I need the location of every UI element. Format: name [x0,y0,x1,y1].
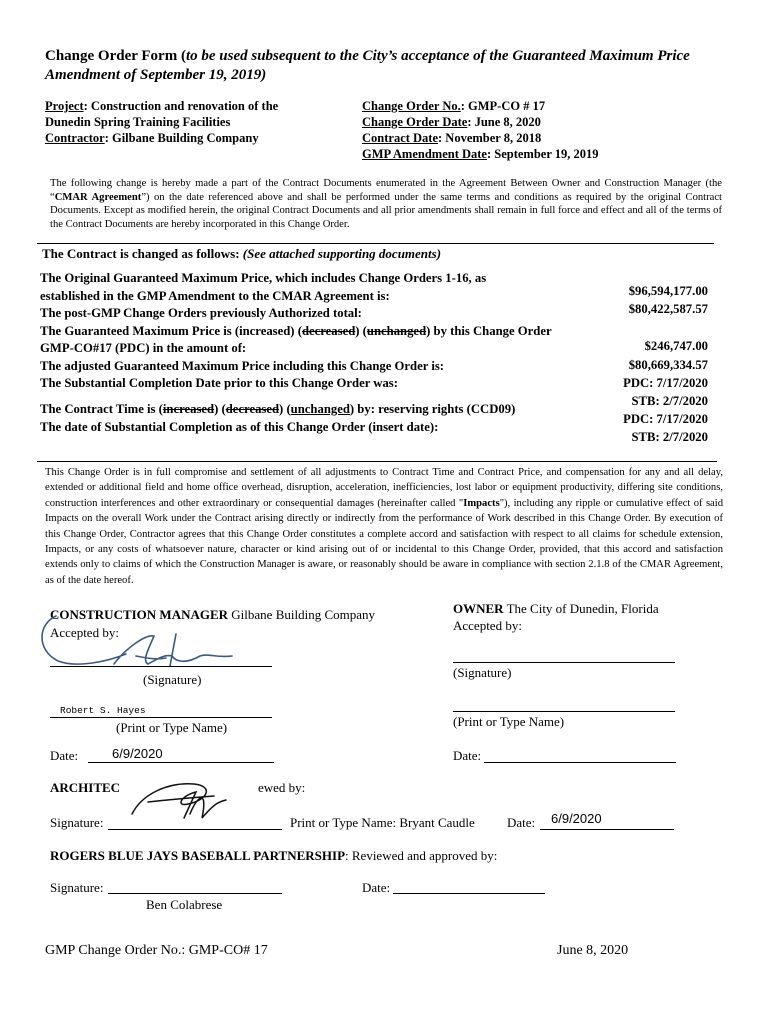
change-line-4a: The Guaranteed Maximum Price is (increased) ( [40,323,302,338]
cm-signature-image [36,606,256,670]
architect-print-label: Print or Type Name: Bryant Caudle [290,815,475,830]
change-order-date-label: Change Order Date [362,115,468,129]
strike-increased: increased [162,402,215,416]
footer-right: June 8, 2020 [557,943,629,958]
intro-text-1: The following change is hereby made a part of the Contract Documents enumerated in the Agreement Between Owner and Construction Manager (the “ [50,178,722,203]
intro-bold: CMAR Agreement [54,191,142,203]
owner-signature-caption: (Signature) [453,665,512,680]
cm-printed-name: Robert S. Hayes [60,705,146,716]
cm-signature-line [50,666,272,667]
strike-unchanged: unchanged [366,323,427,338]
cm-company: Gilbane Building Company [228,607,376,622]
divider-2 [37,461,717,462]
value-adjusted-gmp: $80,669,334.57 [628,358,708,372]
gmp-date-value: : September 19, 2019 [486,147,599,161]
owner-label [453,601,659,617]
change-line-4 [40,323,620,341]
rogers-label [50,848,497,864]
architect-signature-label: Signature: [50,815,104,830]
change-line-1: The Original Guaranteed Maximum Price, which includes Change Orders 1-16, as [40,271,487,285]
rogers-name: Ben Colabrese [146,897,223,912]
change-line-4c: ) by this Change Order [426,323,552,338]
strike-decreased-2: decreased [225,402,280,416]
rogers-label-bold: ROGERS BLUE JAYS BASEBALL PARTNERSHIP [50,848,346,863]
cm-date-line [88,762,274,763]
rogers-signature-line[interactable] [108,893,282,894]
change-line-6: The adjusted Guaranteed Maximum Price including this Change Order is: [40,358,445,373]
architect-label [50,780,120,796]
strike-decreased: decreased [301,323,356,338]
change-line-8b: ) ( [214,402,226,416]
change-order-no-value: : GMP-CO # 17 [460,99,546,113]
value-change-amount: $246,747.00 [644,339,708,353]
rogers-date-line[interactable] [393,893,545,894]
owner-date-line[interactable] [484,762,676,763]
contractor-label: Contractor [45,131,105,145]
change-line-9: The date of Substantial Completion as of this Change Order (insert date): [40,419,439,434]
change-line-8c: ) ( [279,402,291,416]
change-line-5: GMP-CO#17 (PDC) in the amount of: [40,341,247,355]
value-stb-prior: STB: 2/7/2020 [631,394,708,408]
change-line-4b: ) ( [355,323,367,338]
form-title: Change Order Form (to be used subsequent to the City’s acceptance of the Guaranteed Maximum Price Amendment of September 19, 2019) [45,48,690,83]
architect-reviewed: ewed by: [258,780,306,795]
settlement-text-1: This Change Order is in full compromise and settlement of all adjustments to Contract Time and Contract Price, and compensation for any and all delay, extended or additional field and home office overhead, disruption, acceleration, inefficiencies, lost labor or equipment productivity, differing site conditions, construction interferences and other extraordinary or consequential damages (hereinafter called " [45,467,723,509]
owner-signature-line[interactable] [453,662,675,663]
change-line-7: The Substantial Completion Date prior to this Change Order was: [40,376,398,390]
cm-name-line [50,717,272,718]
cm-label-bold: CONSTRUCTION MANAGER [50,607,229,622]
change-order-no-label: Change Order No. [362,99,461,113]
change-line-8d: ) by: reserving rights (CCD09) [349,402,516,416]
value-pdc-new: PDC: 7/17/2020 [623,412,708,426]
cm-accepted: Accepted by: [50,625,119,640]
changes-heading-text: The Contract is changed as follows: [42,246,243,261]
owner-city: The City of Dunedin, Florida [503,601,659,616]
architect-signature-image [118,774,258,824]
rogers-date-label: Date: [362,880,391,895]
changes-heading [42,246,441,262]
settlement-paragraph [45,465,723,588]
underline-unchanged: unchanged [290,402,350,416]
owner-label-bold: OWNER [453,601,504,616]
owner-date-label: Date: [453,748,482,763]
project-block [45,98,345,146]
owner-accepted: Accepted by: [453,618,522,633]
cm-signature-caption: (Signature) [143,672,202,687]
architect-label-bold: ARCHITEC [50,780,121,795]
value-original-gmp: $96,594,177.00 [628,284,708,298]
change-line-8 [40,401,620,419]
change-order-date-value: : June 8, 2020 [467,115,541,129]
cm-signature-stroke [42,616,232,666]
architect-date-line [540,829,674,830]
architect-signature-stroke [132,784,226,818]
contractor-value: : Gilbane Building Company [104,131,259,145]
architect-date-value: 6/9/2020 [551,811,602,826]
change-line-8a: The Contract Time is ( [40,402,163,416]
change-line-3: The post-GMP Change Orders previously Authorized total: [40,306,362,320]
gmp-date-label: GMP Amendment Date [362,147,487,161]
architect-date-label: Date: [507,815,536,830]
contract-date-label: Contract Date [362,131,439,145]
architect-signature-line [108,829,282,830]
rogers-reviewed: : Reviewed and approved by: [345,848,498,863]
cm-print-caption: (Print or Type Name) [116,720,228,735]
changes-body-2 [40,401,620,436]
value-stb-new: STB: 2/7/2020 [631,430,708,444]
settlement-bold: Impacts [463,497,500,509]
footer-left: GMP Change Order No.: GMP-CO# 17 [45,943,268,958]
settlement-text-2: "), including any ripple or cumulative effect of said Impacts on the overall Work under the Contract arising directly or indirectly from the performance of Work described in this Change Order. By execution of this Change Order, Contractor agrees that this Change Order constitutes a complete accord and satisfaction with respect to all claims for schedule extension, Impacts, or any costs of whatsoever nature, character or kind arising out of or incidental to this Change Order, provided, that this accord and satisfaction extends only to claims of which the Construction Manager is aware, or reasonably should be aware in compliance with section 2.1.8 of the CMAR Agreement, as of the date hereof. [45,497,724,586]
form-title-italic: to be used subsequent to the City’s acceptance of the Guaranteed Maximum Price Amendment of September 19, 2019) [45,48,690,83]
intro-paragraph [50,177,722,231]
change-line-2: established in the GMP Amendment to the CMAR Agreement is: [40,288,390,303]
value-post-gmp-total: $80,422,587.57 [628,302,708,316]
project-label: Project [45,99,84,113]
cm-date-label: Date: [50,748,79,763]
intro-text-2: ”) on the date referenced above and shall be performed under the same terms and conditions as required by the original Contract Documents. Except as modified herein, the original Contract Documents and all prior amendments shall remain in full force and effect and all of the terms of the Contract Documents are hereby incorporated in this Change Order. [50,191,723,230]
contract-date-value: : November 8, 2018 [438,131,542,145]
changes-body [40,270,620,393]
cm-date-value: 6/9/2020 [112,746,163,761]
project-value-2: Dunedin Spring Training Facilities [45,115,231,129]
project-value: : Construction and renovation of the [83,99,279,113]
changes-heading-italic: (See attached supporting documents) [242,246,442,261]
rogers-signature-label: Signature: [50,880,104,895]
change-order-block [362,98,682,162]
owner-name-line[interactable] [453,711,675,712]
owner-print-caption: (Print or Type Name) [453,714,565,729]
value-pdc-prior: PDC: 7/17/2020 [623,376,708,390]
divider [37,243,714,244]
